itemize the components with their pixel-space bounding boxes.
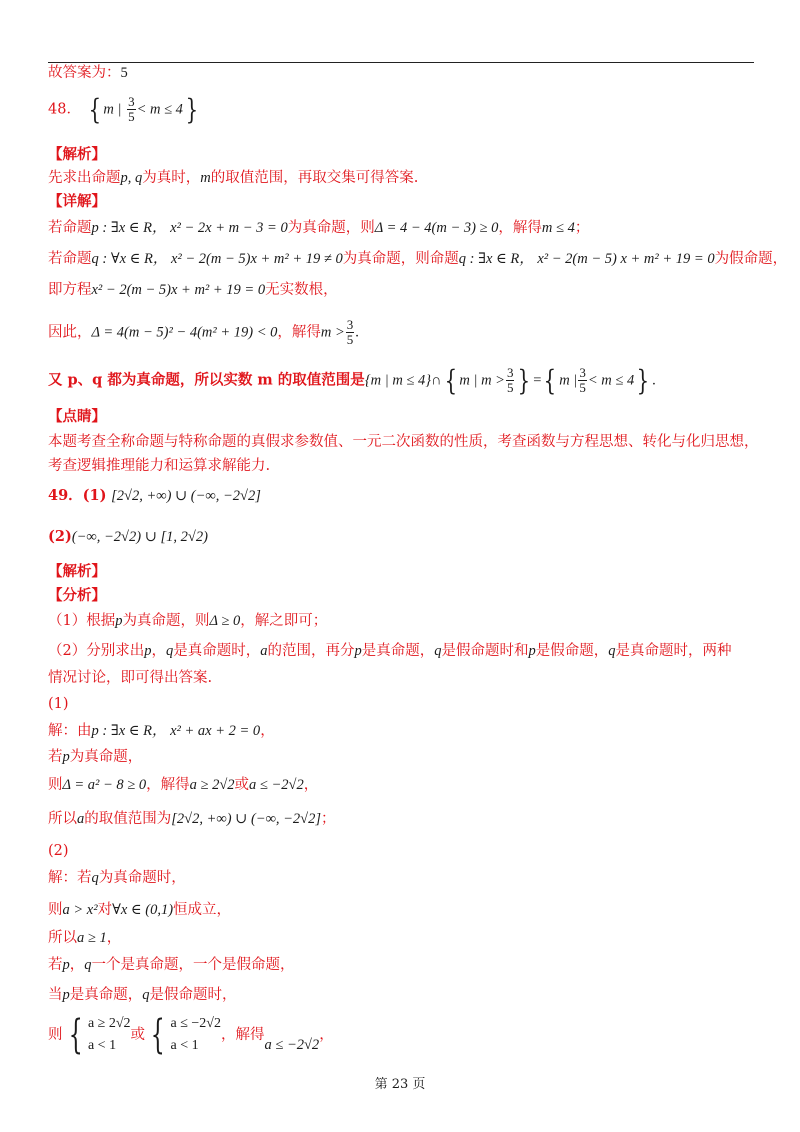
- q49-analysis-3: 情况讨论，即可得出答案.: [48, 670, 213, 686]
- q48-detail-line-3: 即方程x² − 2(m − 5)x + m² + 19 = 0无实数根，: [48, 282, 338, 298]
- q49-part-1-label: (1): [48, 696, 69, 712]
- q48-answer: 48． { m | $\frac{3}{5}$ < m ≤ 4}: [48, 92, 199, 126]
- q49-part-2-label: (2): [48, 843, 69, 859]
- q49-part2-line-5: 当p是真命题，q是假命题时，: [48, 987, 237, 1003]
- q49-answer-2: (2)(−∞, −2√2) ∪ [1, 2√2): [48, 528, 208, 545]
- q48-comment-title: 【点睛】: [48, 408, 106, 425]
- q48-comment-2: 考查逻辑推理能力和运算求解能力.: [48, 458, 271, 474]
- system-1: { a ≥ 2√2 a < 1: [68, 1012, 131, 1058]
- header-rule: [48, 62, 754, 63]
- q48-fraction: $\frac{3}{5}$: [128, 94, 135, 124]
- q49-sub-title: 【分析】: [48, 587, 106, 604]
- q48-detail-line-4: 因此，Δ = 4(m − 5)² − 4(m² + 19) < 0，解得m > $\frac{3}{5}$ .: [48, 317, 359, 347]
- answer-line: [48, 64, 128, 82]
- q48-comment-1: 本题考查全称命题与特称命题的真假求参数值、一元二次函数的性质，考查函数与方程思想、转化与化归思想，: [48, 434, 759, 450]
- q49-part2-line-6: 则 { a ≥ 2√2 a < 1 或 { a ≤ −2√2 a < 1 ，解得a ≤ −2√2，: [48, 1012, 334, 1058]
- q49-analysis-1: （1）根据p为真命题，则Δ ≥ 0，解之即可；: [48, 613, 328, 629]
- q48-detail-line-5: 又 p、q 都为真命题，所以实数 m 的取值范围是{m | m ≤ 4}∩{ m | m > $\frac{3}{5}$ } ={ m | $\frac{3}{5}$ < m ≤ 4} .: [48, 363, 656, 397]
- q48-detail-line-1: 若命题p : ∃x ∈ R， x² − 2x + m − 3 = 0为真命题，则Δ = 4 − 4(m − 3) ≥ 0，解得m ≤ 4；: [48, 220, 590, 236]
- q48-detail-title: 【详解】: [48, 193, 106, 210]
- q48-set-right: < m ≤ 4: [136, 101, 183, 118]
- system-2: { a ≤ −2√2 a < 1: [150, 1012, 221, 1058]
- q49-part1-line-4: 所以a的取值范围为[2√2, +∞) ∪ (−∞, −2√2]；: [48, 811, 336, 827]
- q49-analysis-2: （2）分别求出p，q是真命题时，a的范围，再分p是真命题，q是假命题时和p是假命题，q是真命题时，两种: [48, 643, 732, 659]
- q49-answer-1: 49．(1) [2√2, +∞) ∪ (−∞, −2√2]: [48, 487, 261, 504]
- q49-part2-line-3: 所以a ≥ 1，: [48, 930, 122, 946]
- q48-set-left: m |: [103, 101, 122, 118]
- q49-part1-line-2: 若p为真命题，: [48, 749, 143, 765]
- q49-part2-line-1: 解：若q为真命题时，: [48, 870, 186, 886]
- answer-prefix: 故答案为：: [48, 65, 121, 81]
- page-footer: 第 23 页: [374, 1077, 426, 1092]
- q49-part1-line-3: 则Δ = a² − 8 ≥ 0，解得a ≥ 2√2或a ≤ −2√2，: [48, 777, 319, 793]
- q48-number: 48．: [48, 101, 81, 118]
- q48-detail-line-2: 若命题q : ∀x ∈ R， x² − 2(m − 5)x + m² + 19 ≠ 0为真命题，则命题q : ∃x ∈ R， x² − 2(m − 5) x + m² + 19 = 0为假命题，: [48, 251, 788, 267]
- q49-part1-line-1: 解：由p : ∃x ∈ R， x² + ax + 2 = 0，: [48, 723, 275, 739]
- q49-analysis-title: 【解析】: [48, 563, 106, 580]
- q48-analysis-title: 【解析】: [48, 146, 106, 163]
- q49-part2-line-2: 则a > x²对∀x ∈ (0,1)恒成立，: [48, 902, 232, 918]
- answer-value: 5: [120, 65, 128, 81]
- q48-analysis-text: 先求出命题p, q为真时，m的取值范围，再取交集可得答案.: [48, 170, 419, 186]
- q49-part2-line-4: 若p，q一个是真命题，一个是假命题，: [48, 957, 295, 973]
